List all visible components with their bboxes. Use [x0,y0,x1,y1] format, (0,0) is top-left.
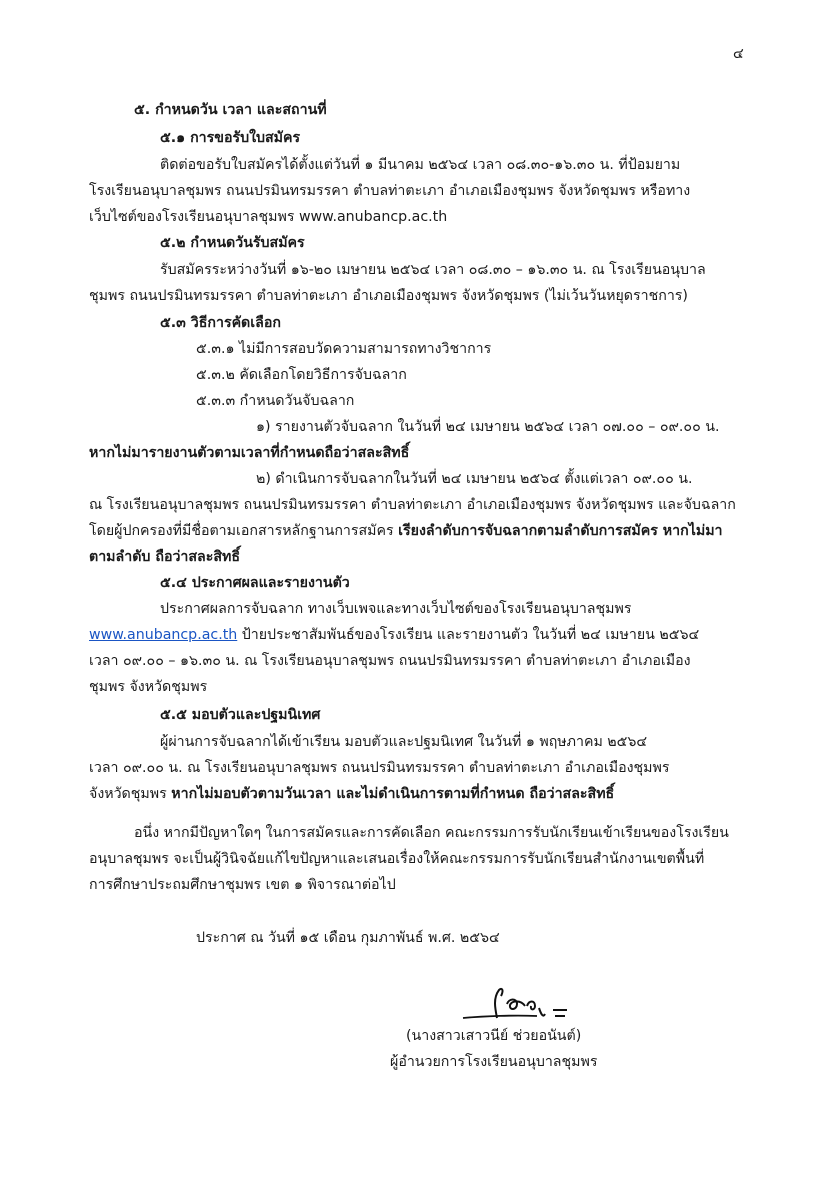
signature [455,978,585,1028]
page-number: ๔ [733,46,744,62]
section-5-4-text [89,623,699,647]
section-5-3-sub-item-text [89,519,723,543]
section-5-3-sub-item: ๑) รายงานตัวจับฉลาก ในวันที่ ๒๔ เมษายน ๒๕๖๔ เวลา ๐๗.๐๐ – ๐๙.๐๐ น. [256,419,720,435]
section-5-1-text: โรงเรียนอนุบาลชุมพร ถนนปรมินทรมรรคา ตำบลท่าตะเภา อำเภอเมืองชุมพร จังหวัดชุมพร หรือทาง [89,183,691,199]
announcement-date: ประกาศ ณ วันที่ ๑๕ เดือน กุมภาพันธ์ พ.ศ. ๒๕๖๔ [196,930,500,946]
section-5-2-title: ๕.๒ กำหนดวันรับสมัคร [160,235,305,251]
section-5-4-text-rest: ป้ายประชาสัมพันธ์ของโรงเรียน และรายงานตัว ในวันที่ ๒๔ เมษายน ๒๕๖๔ [237,627,700,643]
section-5-5-text: ผู้ผ่านการจับฉลากได้เข้าเรียน มอบตัวและปฐมนิเทศ ในวันที่ ๑ พฤษภาคม ๒๕๖๔ [160,734,648,750]
section-5-3-item: ๕.๓.๑ ไม่มีการสอบวัดความสามารถทางวิชาการ [196,341,492,357]
section-5-3-sub-item-text: ณ โรงเรียนอนุบาลชุมพร ถนนปรมินทรมรรคา ตำบลท่าตะเภา อำเภอเมืองชุมพร จังหวัดชุมพร และจับฉลาก [89,497,736,513]
section-5-1-text: ติดต่อขอรับใบสมัครได้ตั้งแต่วันที่ ๑ มีนาคม ๒๕๖๔ เวลา ๐๘.๓๐-๑๖.๓๐ น. ที่ป้อมยาม [160,157,681,173]
closing-paragraph: อนึ่ง หากมีปัญหาใดๆ ในการสมัครและการคัดเลือก คณะกรรมการรับนักเรียนเข้าเรียนของโรงเรียน [134,825,729,841]
province-text: จังหวัดชุมพร [89,786,172,802]
lottery-parent-text: โดยผู้ปกครองที่มีชื่อตามเอกสารหลักฐานการสมัคร [89,523,399,539]
lottery-order-note: เรียงลำดับการจับฉลากตามลำดับการสมัคร หากไม่มา [398,523,723,539]
section-5-5-text: เวลา ๐๙.๐๐ น. ณ โรงเรียนอนุบาลชุมพร ถนนปรมินทรมรรคา ตำบลท่าตะเภา อำเภอเมืองชุมพร [89,760,670,776]
signer-title: ผู้อำนวยการโรงเรียนอนุบาลชุมพร [390,1054,598,1070]
lottery-forfeit-note: ตามลำดับ ถือว่าสละสิทธิ์ [89,549,241,565]
closing-paragraph: อนุบาลชุมพร จะเป็นผู้วินิจฉัยแก้ไขปัญหาและเสนอเรื่องให้คณะกรรมการรับนักเรียนสำนักงานเขตพื้นที่ [89,851,705,867]
closing-paragraph: การศึกษาประถมศึกษาชุมพร เขต ๑ พิจารณาต่อไป [89,877,396,893]
section-5-4-text: เวลา ๐๙.๐๐ – ๑๖.๓๐ น. ณ โรงเรียนอนุบาลชุมพร ถนนปรมินทรมรรคา ตำบลท่าตะเภา อำเภอเมือง [89,653,691,669]
section-5-4-text: ประกาศผลการจับฉลาก ทางเว็บเพจและทางเว็บไซต์ของโรงเรียนอนุบาลชุมพร [160,601,632,617]
section-5-2-text: ชุมพร ถนนปรมินทรมรรคา ตำบลท่าตะเภา อำเภอเมืองชุมพร จังหวัดชุมพร (ไม่เว้นวันหยุดราชการ) [89,288,688,304]
section-5-3-title: ๕.๓ วิธีการคัดเลือก [160,315,281,331]
section-5-5-title: ๕.๕ มอบตัวและปฐมนิเทศ [160,707,321,723]
forfeit-note: หากไม่มอบตัวตามวันเวลา และไม่ดำเนินการตามที่กำหนด ถือว่าสละสิทธิ์ [171,786,615,802]
section-5-3-item: ๕.๓.๓ กำหนดวันจับฉลาก [196,393,355,409]
section-5-1-text: เว็บไซต์ของโรงเรียนอนุบาลชุมพร www.anubancp.ac.th [89,209,448,225]
section-5-2-text: รับสมัครระหว่างวันที่ ๑๖-๒๐ เมษายน ๒๕๖๔ เวลา ๐๘.๓๐ – ๑๖.๓๐ น. ณ โรงเรียนอนุบาล [160,262,706,278]
school-website-link[interactable]: www.anubancp.ac.th [89,627,238,643]
section-5-3-sub-item: ๒) ดำเนินการจับฉลากในวันที่ ๒๔ เมษายน ๒๕๖๔ ตั้งแต่เวลา ๐๙.๐๐ น. [256,471,693,487]
section-5-3-sub-item-note: หากไม่มารายงานตัวตามเวลาที่กำหนดถือว่าสละสิทธิ์ [89,445,410,461]
section-5-3-item: ๕.๓.๒ คัดเลือกโดยวิธีการจับฉลาก [196,367,407,383]
section-5-4-text: ชุมพร จังหวัดชุมพร [89,679,208,695]
signer-name: (นางสาวเสาวนีย์ ช่วยอนันต์) [406,1028,582,1044]
section-5-5-text [89,782,614,806]
section-5-title: ๕. กำหนดวัน เวลา และสถานที่ [134,102,327,118]
section-5-4-title: ๕.๔ ประกาศผลและรายงานตัว [160,575,350,591]
section-5-1-title: ๕.๑ การขอรับใบสมัคร [160,130,301,146]
